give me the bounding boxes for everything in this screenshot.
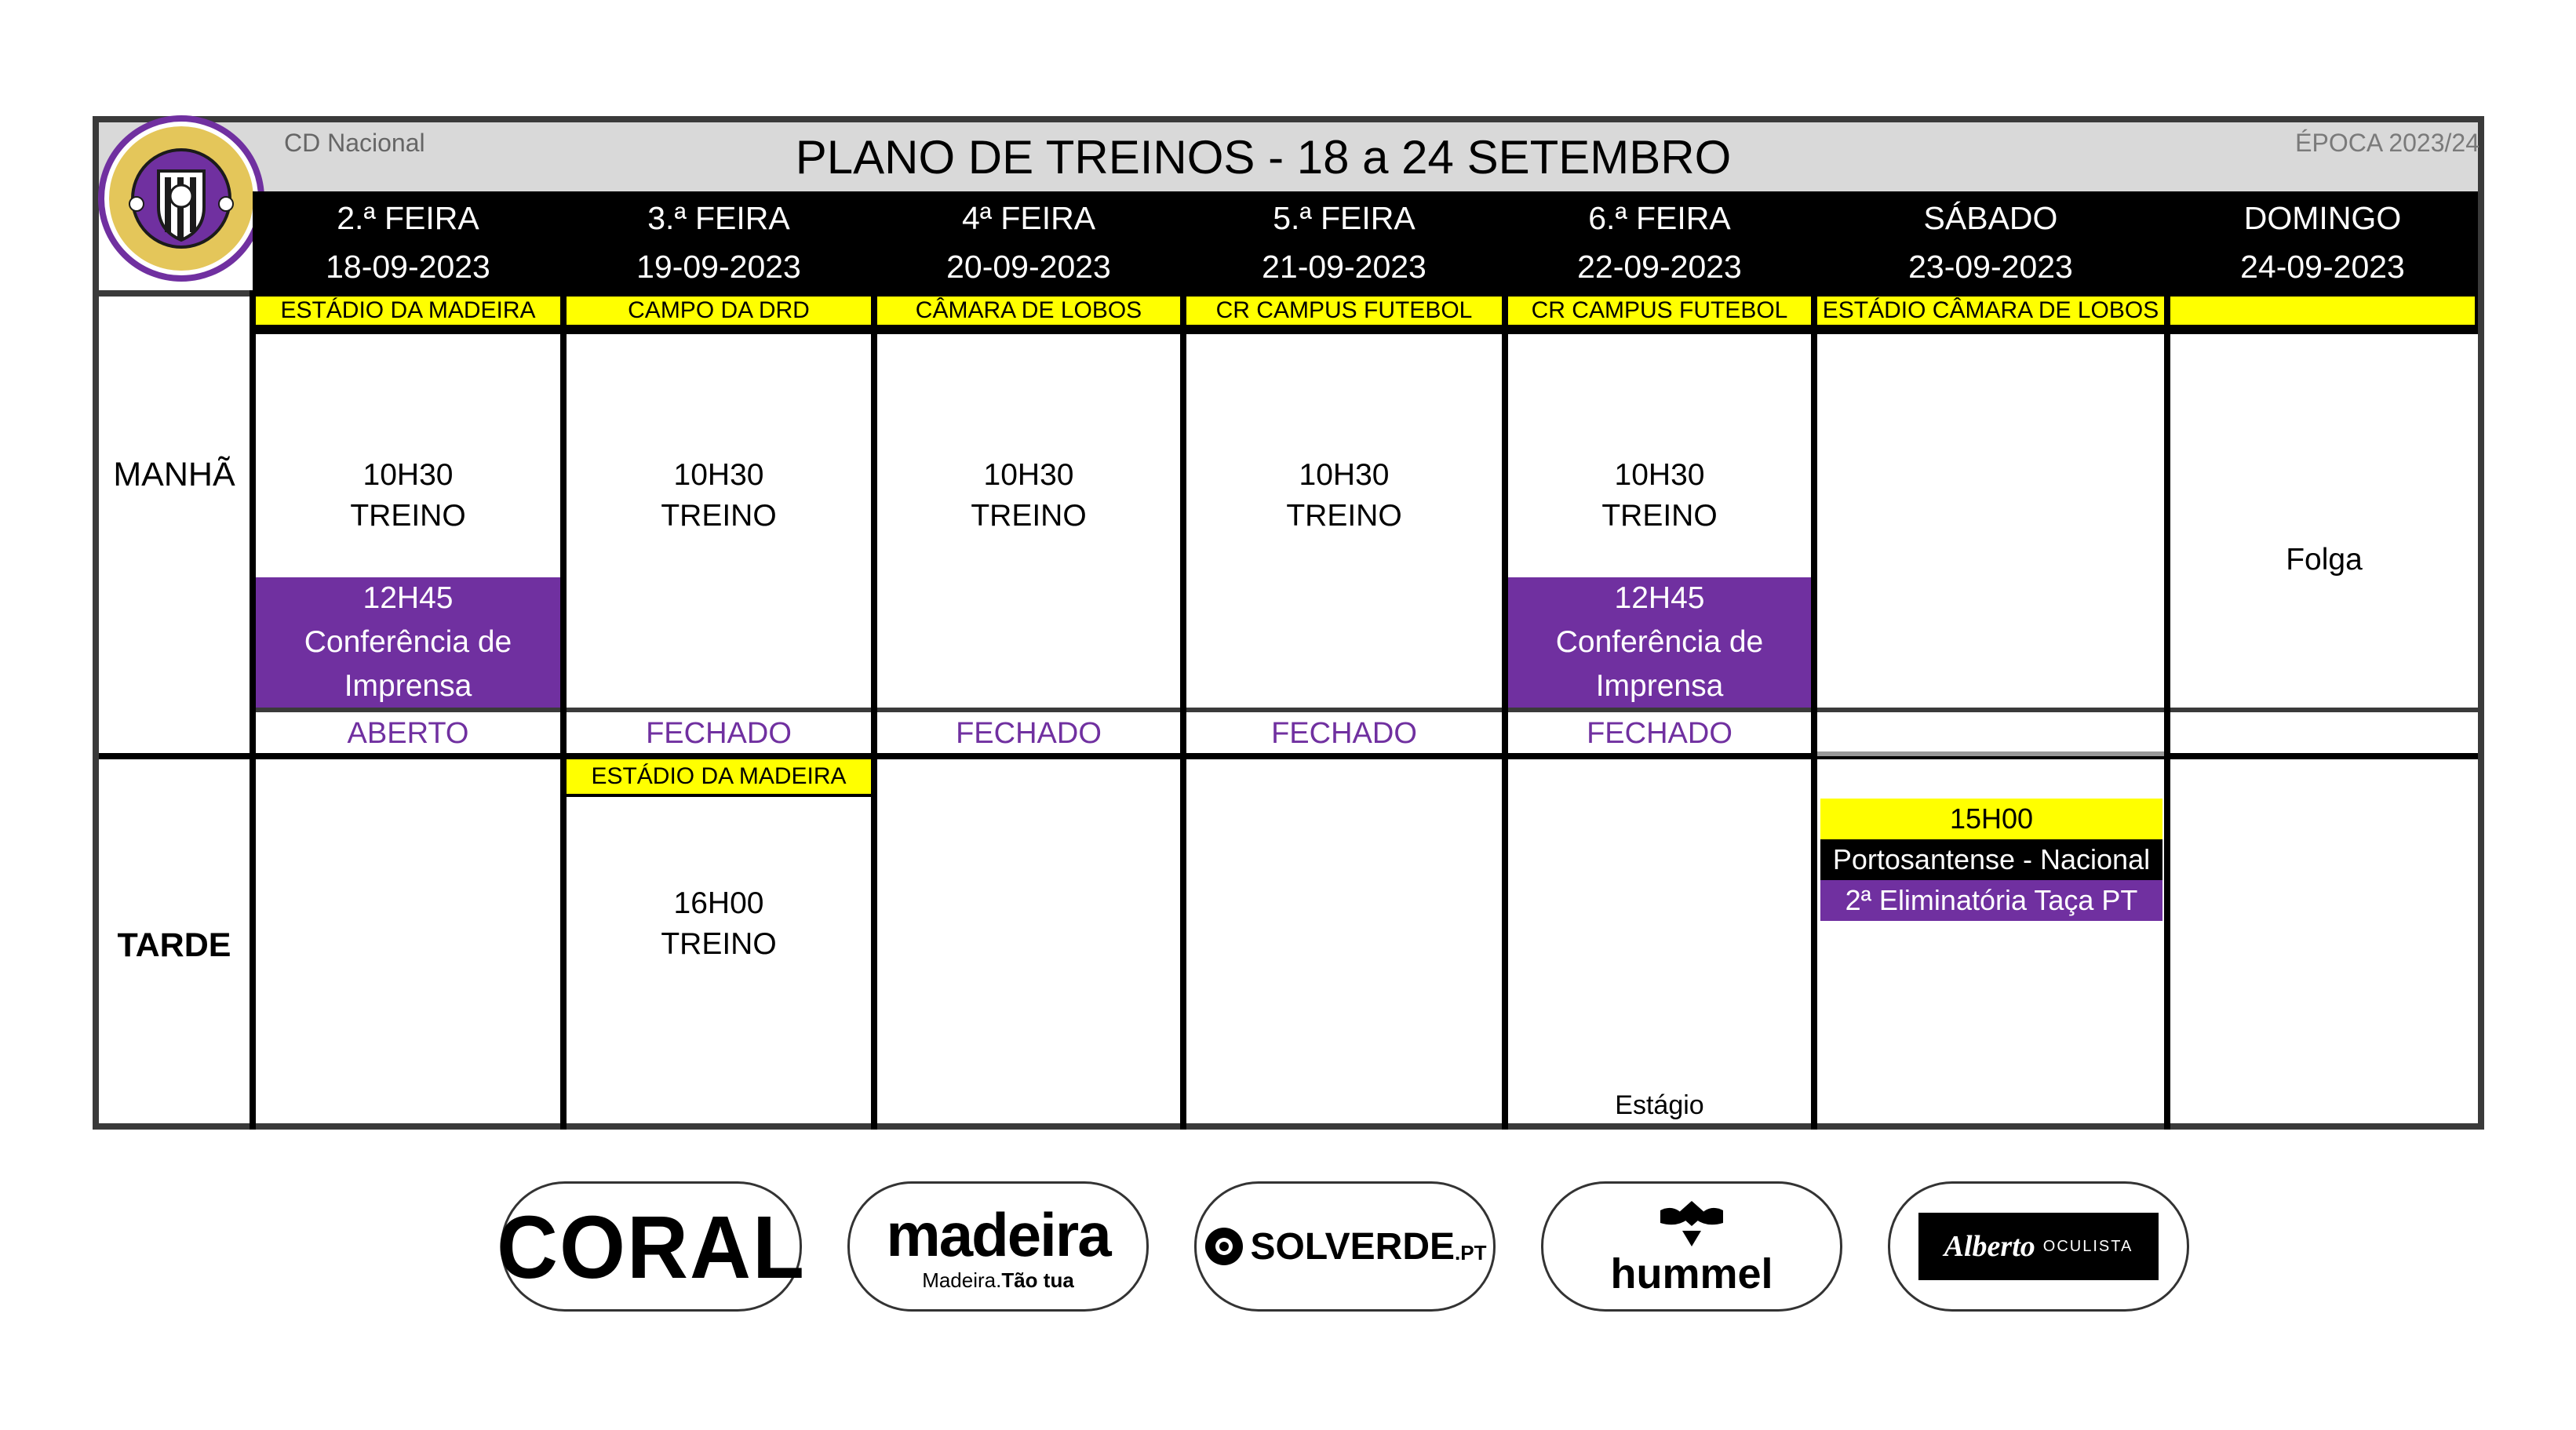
day-header-monday: [253, 191, 563, 293]
page-title: PLANO DE TREINOS - 18 a 24 SETEMBRO: [795, 130, 1732, 184]
status-wednesday: FECHADO: [956, 716, 1102, 750]
club-name: CD Nacional: [284, 129, 425, 157]
row-label-morning: MANHÃ: [113, 455, 235, 493]
match-time-saturday: 15H00: [1820, 799, 2162, 839]
venue-wednesday: CÂMARA DE LOBOS: [874, 293, 1183, 328]
day-header-tuesday: [563, 191, 874, 293]
grid-line: [871, 328, 877, 1130]
madeira-tagline-a: Madeira.: [922, 1268, 1002, 1292]
day-name: 4ª FEIRA: [961, 200, 1096, 236]
morning-note-sunday: Folga: [2286, 543, 2363, 577]
grid-line: [1502, 328, 1508, 1130]
grid-line: [250, 290, 256, 1130]
season-label: ÉPOCA 2023/24: [2295, 129, 2479, 157]
day-header-thursday: [1183, 191, 1505, 293]
day-name: SÁBADO: [1923, 200, 2058, 236]
solverde-sun-icon: [1204, 1226, 1244, 1267]
venue-monday: ESTÁDIO DA MADEIRA: [253, 293, 563, 328]
madeira-tagline: [922, 1268, 1074, 1293]
session-activity: TREINO: [661, 927, 777, 961]
club-crest-logo: [97, 115, 265, 282]
status-friday: FECHADO: [1587, 716, 1733, 750]
morning-training-tuesday: [567, 453, 871, 538]
session-time: 10H30: [1614, 458, 1705, 492]
grid-line: [2164, 328, 2170, 1130]
day-date: 20-09-2023: [946, 249, 1111, 285]
session-time: 10H30: [1299, 458, 1390, 492]
day-header-saturday: [1814, 191, 2167, 293]
alberto-badge: [1918, 1213, 2159, 1280]
event-line: Imprensa: [344, 669, 472, 703]
sponsor-madeira-logo: [847, 1181, 1149, 1312]
session-activity: TREINO: [1286, 499, 1402, 533]
day-header-wednesday: [874, 191, 1183, 293]
session-activity: TREINO: [661, 499, 777, 533]
coral-wordmark: CORAL: [497, 1196, 806, 1297]
day-name: 5.ª FEIRA: [1273, 200, 1416, 236]
grid-line: [1180, 328, 1186, 1130]
press-conference-monday: [256, 577, 560, 708]
event-line: Conferência de: [304, 625, 512, 659]
grid-line: [99, 290, 253, 297]
afternoon-training-tuesday: [567, 882, 871, 966]
hummel-bee-icon: [1652, 1196, 1731, 1251]
grid-line: [1811, 328, 1817, 1130]
session-activity: TREINO: [1601, 499, 1718, 533]
afternoon-venue-tuesday: ESTÁDIO DA MADEIRA: [563, 756, 874, 797]
match-teams-saturday: Portosantense - Nacional: [1820, 839, 2162, 880]
session-activity: TREINO: [350, 499, 466, 533]
day-date: 23-09-2023: [1908, 249, 2073, 285]
alberto-suffix: OCULISTA: [2042, 1237, 2133, 1255]
venue-friday: CR CAMPUS FUTEBOL: [1505, 293, 1814, 328]
solverde-suffix: .PT: [1455, 1240, 1487, 1264]
morning-training-wednesday: [877, 453, 1180, 538]
day-name: 2.ª FEIRA: [337, 200, 479, 236]
day-header-sunday: [2167, 191, 2478, 293]
afternoon-note-friday: Estágio: [1615, 1090, 1704, 1120]
day-header-friday: [1505, 191, 1814, 293]
solverde-wordmark: SOLVERDE: [1250, 1225, 1456, 1268]
sponsor-alberto-oculista-logo: [1888, 1181, 2189, 1312]
status-thursday: FECHADO: [1271, 716, 1417, 750]
match-competition-saturday: 2ª Eliminatória Taça PT: [1820, 880, 2162, 921]
session-time: 16H00: [673, 886, 764, 920]
session-time: 10H30: [673, 458, 764, 492]
grid-line: [560, 328, 567, 1130]
day-date: 21-09-2023: [1262, 249, 1426, 285]
alberto-wordmark: Alberto: [1944, 1230, 2035, 1263]
status-monday: ABERTO: [347, 716, 469, 750]
venue-sunday: [2167, 293, 2478, 328]
event-time: 12H45: [1614, 581, 1705, 615]
madeira-wordmark: madeira: [886, 1199, 1110, 1269]
day-name: 3.ª FEIRA: [647, 200, 790, 236]
madeira-tagline-b: Tão tua: [1001, 1268, 1074, 1292]
morning-training-monday: [256, 453, 560, 538]
event-time: 12H45: [363, 581, 454, 615]
grid-line: [253, 328, 2478, 334]
morning-training-thursday: [1186, 453, 1502, 538]
sponsor-solverde-logo: [1194, 1181, 1496, 1312]
event-line: Conferência de: [1555, 625, 1764, 659]
venue-thursday: CR CAMPUS FUTEBOL: [1183, 293, 1505, 328]
sponsor-hummel-logo: [1541, 1181, 1842, 1312]
day-date: 18-09-2023: [326, 249, 490, 285]
grid-line: [1814, 751, 2167, 756]
session-time: 10H30: [983, 458, 1074, 492]
press-conference-friday: [1508, 577, 1811, 708]
morning-training-friday: [1508, 453, 1811, 538]
sponsor-coral-logo: [497, 1181, 806, 1312]
day-name: 6.ª FEIRA: [1588, 200, 1731, 236]
row-label-afternoon: TARDE: [117, 926, 231, 964]
session-time: 10H30: [363, 458, 454, 492]
venue-saturday: ESTÁDIO CÂMARA DE LOBOS: [1814, 293, 2167, 328]
day-date: 19-09-2023: [636, 249, 801, 285]
day-date: 24-09-2023: [2240, 249, 2405, 285]
session-activity: TREINO: [971, 499, 1087, 533]
hummel-wordmark: hummel: [1610, 1250, 1773, 1297]
day-date: 22-09-2023: [1577, 249, 1742, 285]
day-name: DOMINGO: [2243, 200, 2402, 236]
venue-tuesday: CAMPO DA DRD: [563, 293, 874, 328]
event-line: Imprensa: [1595, 669, 1724, 703]
status-tuesday: FECHADO: [646, 716, 792, 750]
